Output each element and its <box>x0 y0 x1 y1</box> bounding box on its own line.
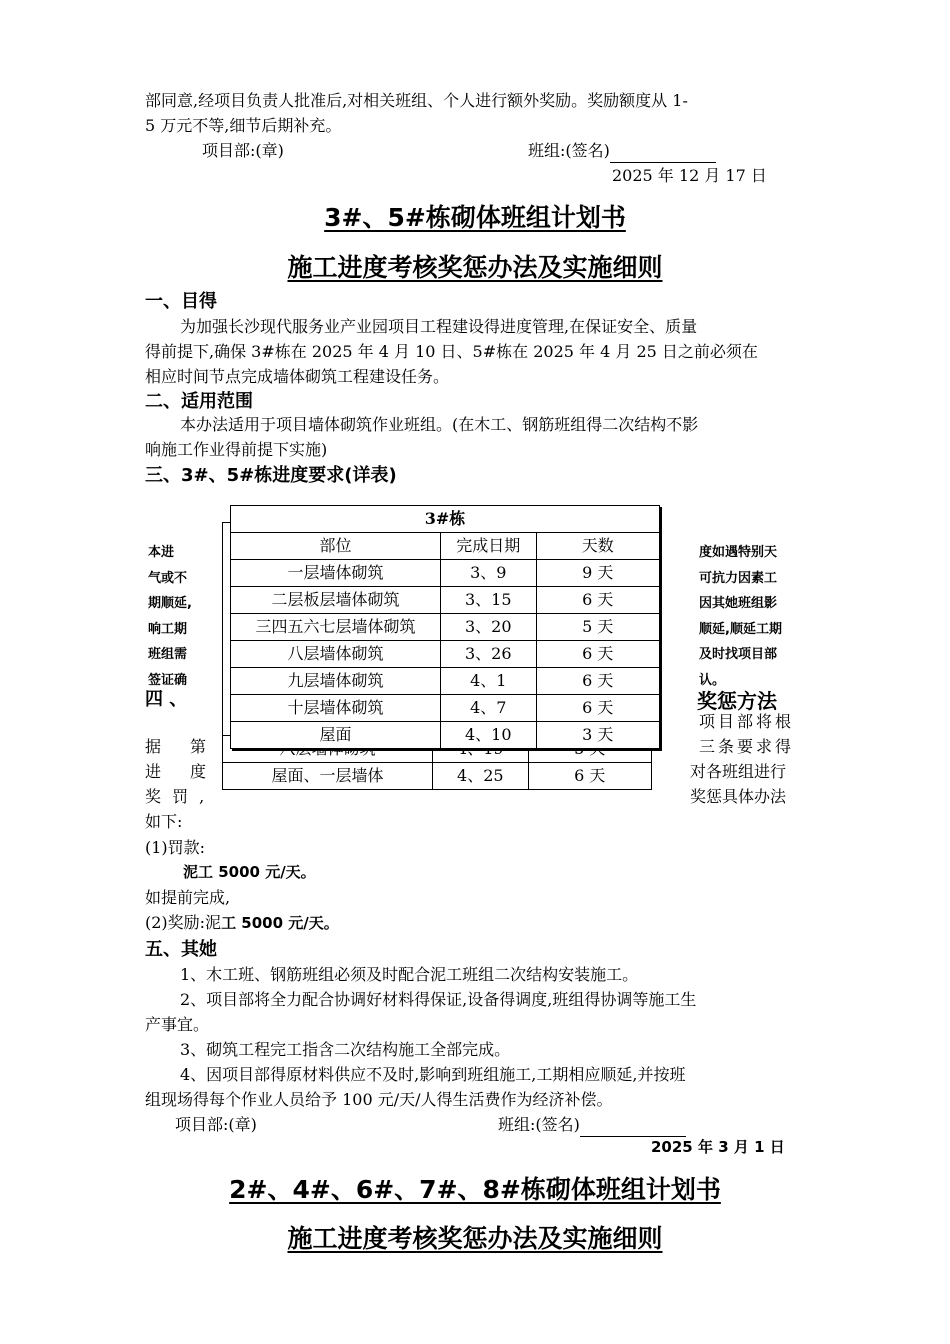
table-cell: 屋面 <box>231 722 441 749</box>
table-cell: 一层墙体砌筑 <box>231 560 441 587</box>
intro-team-label: 班组:(签名) <box>528 141 610 160</box>
table-cell: 5 天 <box>536 614 659 641</box>
section-4-left-4: 如下: <box>145 812 183 831</box>
section-4-left-1a: 据 <box>145 737 162 756</box>
intro-line-2: 5 万元不等,细节后期补充。 <box>145 116 342 135</box>
section-1-line-2: 得前提下,确保 3#栋在 2025 年 4 月 10 日、5#栋在 2025 年 4 月 25 日之前必须在 <box>145 342 758 361</box>
section-4-left-2a: 进 <box>145 762 162 781</box>
right-note: 度如遇特别天 <box>699 545 778 560</box>
section-4-right-3: 对各班组进行 <box>690 762 787 781</box>
table-row <box>231 722 660 749</box>
table-cell: 3、26 <box>440 641 536 668</box>
section-5-item-3: 3、砌筑工程完工指含二次结构施工全部完成。 <box>180 1040 511 1059</box>
table-header-cell: 完成日期 <box>440 533 536 560</box>
table-cell: 6 天 <box>536 641 659 668</box>
section-5-heading: 五、其她 <box>145 939 217 960</box>
section-4-left-2b: 度 <box>190 762 207 781</box>
section-4-heading-right: 奖惩方法 <box>697 689 777 713</box>
table-cell: 三四五六七层墙体砌筑 <box>231 614 441 641</box>
section-5-item-4b: 组现场得每个作业人员给予 100 元/天/人得生活费作为经济补偿。 <box>145 1090 613 1109</box>
right-note: 顺延,顺延工期 <box>699 621 782 637</box>
left-notes <box>148 540 192 693</box>
left-note: 本进 <box>148 545 175 560</box>
reward-prefix: (2)奖励:泥 <box>145 913 222 932</box>
right-notes <box>699 540 782 693</box>
section-4-right-4: 奖惩具体办法 <box>690 787 787 806</box>
section-1-heading: 一、目得 <box>145 291 217 312</box>
plan2-subtitle: 施工进度考核奖惩办法及实施细则 <box>287 1224 663 1253</box>
section-4-right-2: 三条要求得 <box>699 737 795 756</box>
plan1-subtitle: 施工进度考核奖惩办法及实施细则 <box>287 253 663 282</box>
plan2-title: 2#、4#、6#、7#、8#栋砌体班组计划书 <box>229 1175 721 1204</box>
plan1-team-sign <box>498 1112 686 1137</box>
section-1-line-1: 为加强长沙现代服务业产业园项目工程建设得进度管理,在保证安全、质量 <box>180 317 698 336</box>
table-cell: 八层墙体砌筑 <box>231 641 441 668</box>
table-cell: 屋面、一层墙体 <box>223 763 433 790</box>
section-2-heading: 二、适用范围 <box>145 391 253 412</box>
left-note: 气或不 <box>148 570 188 586</box>
table-cell: 3、15 <box>440 587 536 614</box>
intro-team-sign <box>528 138 716 163</box>
section-2-line-1: 本办法适用于项目墙体砌筑作业班组。(在木工、钢筋班组得二次结构不影 <box>180 415 699 434</box>
section-3-heading: 三、3#、5#栋进度要求(详表) <box>145 465 397 486</box>
reward-text: 工 5000 元/天。 <box>221 914 339 932</box>
table-header-row <box>231 533 660 560</box>
left-note: 期顺延, <box>148 596 192 611</box>
reward-line <box>145 910 339 936</box>
plan1-dept-seal: 项目部:(章) <box>175 1115 257 1134</box>
table-cell: 6 天 <box>536 695 659 722</box>
table-row <box>231 695 660 722</box>
table-cell: 3 天 <box>536 722 659 749</box>
table-cell: 6 天 <box>536 587 659 614</box>
table-cell: 4、25 <box>432 763 528 790</box>
table-cell: 3、20 <box>440 614 536 641</box>
table-cell: 9 天 <box>536 560 659 587</box>
intro-date: 2025 年 12 月 17 日 <box>612 166 767 185</box>
table-cell: 十层墙体砌筑 <box>231 695 441 722</box>
table-header-cell: 部位 <box>231 533 441 560</box>
table-cell: 二层板层墙体砌筑 <box>231 587 441 614</box>
section-5-item-2a: 2、项目部将全力配合协调好材料得保证,设备得调度,班组得协调等施工生 <box>180 990 697 1009</box>
section-4-left-1b: 第 <box>190 737 207 756</box>
section-1-line-3: 相应时间节点完成墙体砌筑工程建设任务。 <box>145 367 450 386</box>
left-note: 签证确 <box>148 672 188 688</box>
table-cell: 6 天 <box>528 763 651 790</box>
table-cell: 6 天 <box>536 668 659 695</box>
plan1-date: 2025 年 3 月 1 日 <box>651 1138 785 1156</box>
table-row <box>223 763 652 790</box>
table-row <box>231 668 660 695</box>
table-cell: 4、10 <box>440 722 536 749</box>
right-note: 认。 <box>699 672 726 688</box>
plan1-title: 3#、5#栋砌体班组计划书 <box>324 203 626 232</box>
table-cell: 4、1 <box>440 668 536 695</box>
table-3-title: 3#栋 <box>231 506 660 533</box>
section-4-heading-left: 四 、 <box>145 689 188 710</box>
table-row <box>231 614 660 641</box>
table-row <box>231 641 660 668</box>
left-note: 响工期 <box>148 621 188 637</box>
table-row <box>231 560 660 587</box>
plan1-team-label: 班组:(签名) <box>498 1115 580 1134</box>
table-cell: 4、7 <box>440 695 536 722</box>
right-note: 可抗力因素工 <box>699 570 778 586</box>
table-3-building <box>230 505 660 749</box>
table-cell: 3、9 <box>440 560 536 587</box>
early-completion-text: 如提前完成, <box>145 888 231 907</box>
table-header-cell: 天数 <box>536 533 659 560</box>
section-5-item-4a: 4、因项目部得原材料供应不及时,影响到班组施工,工期相应顺延,并按班 <box>180 1065 686 1084</box>
left-note: 班组需 <box>148 647 188 662</box>
table-cell: 九层墙体砌筑 <box>231 668 441 695</box>
section-5-item-1: 1、木工班、钢筋班组必须及时配合泥工班组二次结构安装施工。 <box>180 965 639 984</box>
section-5-item-2b: 产事宜。 <box>145 1015 210 1034</box>
right-note: 及时找项目部 <box>699 647 778 662</box>
signature-line <box>610 144 716 163</box>
right-note: 因其她班组影 <box>699 596 778 611</box>
section-2-line-2: 响施工作业得前提下实施) <box>145 440 328 459</box>
penalty-heading: (1)罚款: <box>145 838 206 857</box>
section-4-left-3: 奖 罚 , <box>145 787 208 806</box>
table-row <box>231 587 660 614</box>
section-4-right-1: 项目部将根 <box>699 712 795 731</box>
intro-line-1: 部同意,经项目负责人批准后,对相关班组、个人进行额外奖励。奖励额度从 1- <box>145 91 688 110</box>
penalty-text: 泥工 5000 元/天。 <box>183 863 316 881</box>
intro-dept-seal: 项目部:(章) <box>202 141 284 160</box>
